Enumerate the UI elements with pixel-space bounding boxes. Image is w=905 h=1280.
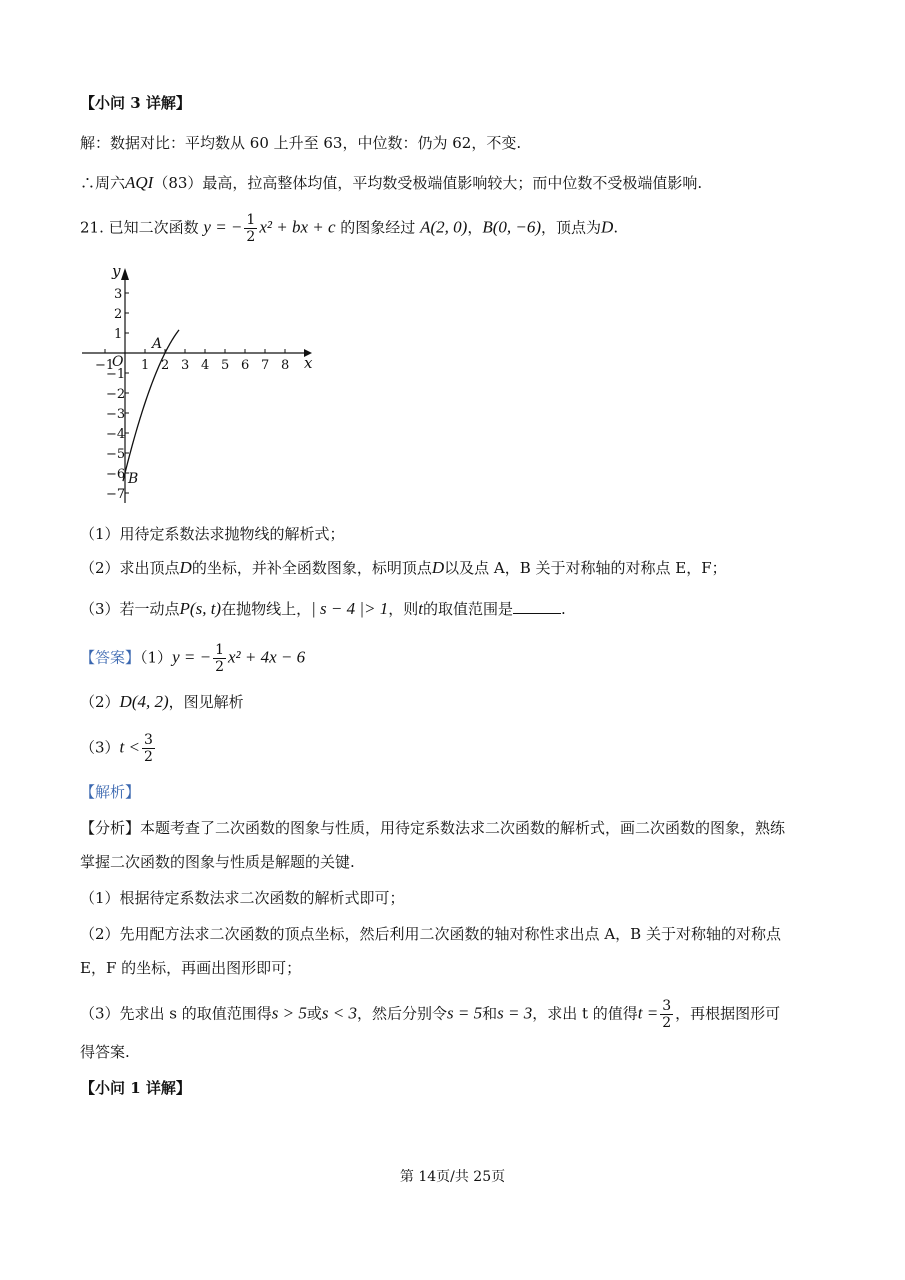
a3-frac-den: 2 (662, 1015, 672, 1031)
q21-fn-rhs: x² + bx + c (259, 217, 336, 237)
y-tick-label: 1 (114, 327, 123, 342)
q21-fn-lhs: y = − (203, 217, 243, 237)
answer-2 (80, 689, 835, 715)
a3-a: （3）先求出 s 的取值范围得 (80, 1004, 272, 1023)
ans1-lhs: y = − (172, 647, 212, 667)
x-tick-label: 5 (221, 358, 230, 373)
part3-line1: 解：数据对比：平均数从 60 上升至 63，中位数：仍为 62，不变. (80, 134, 522, 152)
sub3-b: 在抛物线上， (221, 600, 312, 618)
sub3-e: . (561, 600, 566, 618)
a3-m1: s > 5 (271, 1003, 307, 1023)
answer-3 (80, 732, 835, 765)
ans1-fraction (213, 642, 226, 675)
answer-1 (80, 642, 835, 675)
part3-line2-post: （83）最高，拉高整体均值，平均数受极端值影响较大；而中位数不受极端值影响. (153, 174, 703, 192)
a3-d: ，再根据图形可 (675, 1004, 781, 1023)
y-tick-label: −2 (106, 387, 126, 402)
part3-line2-pre: ∴周六 (80, 174, 126, 192)
analysis-line-2: 掌握二次函数的图象与性质是解题的关键. (80, 853, 355, 871)
q21-tail: ，顶点为 (541, 218, 602, 237)
ans2-pre: （2） (80, 693, 120, 711)
sub2-d2: D (431, 558, 445, 577)
y-tick-label: −6 (106, 467, 126, 482)
analysis-point-2-line-1: （2）先用配方法求二次函数的顶点坐标，然后利用二次函数的轴对称性求出点 A，B 关于对称轴的对称点 (80, 925, 781, 943)
part1-header: 【小问 1 详解】 (80, 1079, 191, 1097)
answer-tag: 【答案】 (80, 648, 141, 667)
y-tick-label: −1 (106, 367, 126, 382)
x-tick-label: −1 (95, 358, 115, 373)
q21-point-a: A(2, 0) (420, 217, 468, 237)
sub2-b: 的坐标，并补全函数图象，标明顶点 (191, 559, 432, 577)
a3-or: 或 (306, 1004, 322, 1023)
aqi-math: AQI (125, 173, 154, 192)
sub2-d: D (179, 558, 192, 577)
sub3-p: P(s, t) (179, 599, 222, 618)
question-21-stem (80, 212, 835, 245)
y-tick-label: −3 (106, 407, 126, 422)
ans1-rhs: x² + 4x − 6 (227, 647, 306, 667)
y-tick-label: −7 (106, 487, 126, 502)
point-a-label: A (152, 336, 163, 352)
ans2-math: D(4, 2) (119, 692, 169, 711)
sub3-c: ，则 (388, 600, 419, 618)
q21-end: . (613, 218, 619, 237)
a3-frac-num: 3 (662, 998, 672, 1014)
sub-question-3 (80, 596, 835, 622)
point-b-label: B (128, 471, 139, 487)
jiexi-tag: 【解析】 (80, 783, 141, 801)
ans1-pre: （1） (140, 648, 173, 667)
x-axis-label: x (304, 354, 313, 372)
part3-header: 【小问 3 详解】 (80, 94, 191, 112)
q21-mid: 的图象经过 (340, 218, 416, 237)
a3-and: 和 (482, 1004, 498, 1023)
answer-blank (513, 599, 561, 614)
origin-label: O (112, 354, 124, 370)
sub-question-2 (80, 555, 835, 581)
a3-c: ，求出 t 的值得 (532, 1004, 638, 1023)
x-tick-label: 8 (281, 358, 290, 373)
y-axis-arrow-icon (121, 268, 129, 280)
x-tick-label: 3 (181, 358, 190, 373)
y-tick-label: 2 (114, 307, 123, 322)
a3-t: t = (637, 1003, 659, 1023)
q21-point-d: D (601, 217, 614, 237)
ans2-post: ，图见解析 (168, 693, 244, 711)
q21-fraction (244, 212, 257, 245)
a3-fraction (660, 998, 673, 1031)
y-axis-label: y (112, 262, 121, 280)
a3-m3: s = 5 (447, 1003, 483, 1023)
ans3-lhs: t < (119, 737, 140, 757)
page-footer: 第 14页/共 25页 (399, 1169, 506, 1185)
sub3-abs: | s − 4 |> 1 (311, 599, 389, 618)
q21-frac-num: 1 (246, 212, 256, 228)
ans1-frac-num: 1 (215, 642, 224, 658)
x-tick-label: 1 (141, 358, 150, 373)
q21-frac-den: 2 (246, 229, 256, 245)
analysis-line-1: 【分析】本题考查了二次函数的图象与性质，用待定系数法求二次函数的解析式，画二次函数的图象，熟练 (80, 819, 786, 837)
x-tick-label: 7 (261, 358, 270, 373)
ans3-fraction (142, 732, 155, 765)
ans3-pre: （3） (80, 738, 120, 757)
sub-question-1: （1）用待定系数法求抛物线的解析式； (80, 525, 345, 543)
a3-m2: s < 3 (321, 1003, 357, 1023)
q21-num: 21. 已知二次函数 (80, 218, 199, 237)
sub3-d: 的取值范围是 (423, 600, 514, 618)
part3-line2 (80, 170, 835, 196)
sub3-a: （3）若一动点 (80, 600, 180, 618)
a3-b: ，然后分别令 (356, 1004, 447, 1023)
x-tick-label: 6 (241, 358, 250, 373)
analysis-point-3-line-2: 得答案. (80, 1043, 130, 1061)
y-tick-label: −5 (106, 447, 126, 462)
y-tick-label: 3 (114, 287, 123, 302)
q21-point-b: B(0, −6) (482, 217, 542, 237)
x-tick-label: 4 (201, 358, 210, 373)
sub2-a: （2）求出顶点 (80, 559, 180, 577)
sub2-c: 以及点 A，B 关于对称轴的对称点 E，F； (444, 559, 727, 577)
a3-m4: s = 3 (497, 1003, 533, 1023)
q21-sep: ， (467, 218, 483, 237)
y-tick-label: −4 (106, 427, 126, 442)
coordinate-graph (78, 258, 318, 508)
ans1-frac-den: 2 (215, 659, 224, 675)
analysis-point-3-line-1 (80, 998, 835, 1031)
x-tick-label: 2 (161, 358, 170, 373)
sub3-t: t (418, 599, 424, 618)
ans3-frac-den: 2 (144, 749, 153, 765)
analysis-point-1: （1）根据待定系数法求二次函数的解析式即可； (80, 889, 405, 907)
analysis-point-2-line-2: E，F 的坐标，再画出图形即可； (80, 959, 302, 977)
ans3-frac-num: 3 (144, 732, 153, 748)
